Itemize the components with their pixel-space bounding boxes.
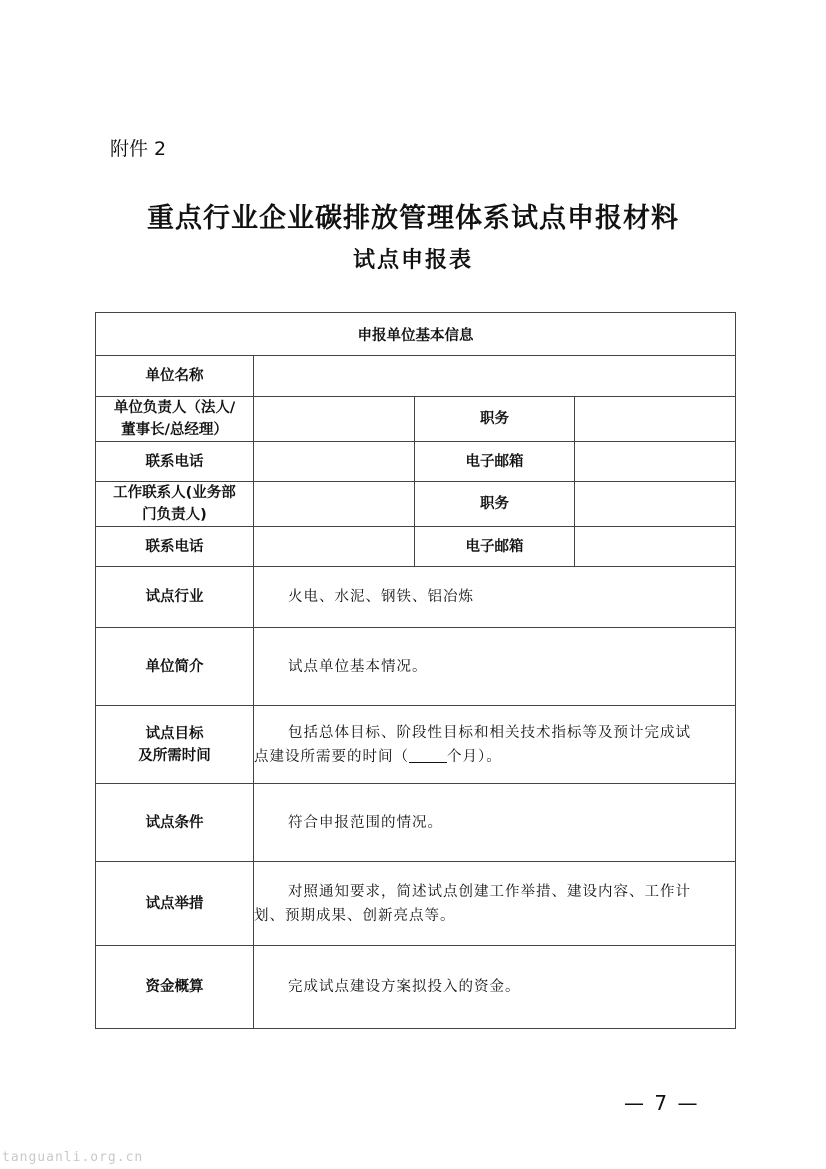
work-contact-label [96,482,254,527]
industry-label: 试点行业 [96,567,254,628]
unit-name-label: 单位名称 [96,356,254,397]
section-header: 申报单位基本信息 [96,313,736,356]
measures-text-line1: 对照通知要求，简述试点创建工作举措、建设内容、工作计 [288,883,691,900]
unit-head-email-label: 电子邮箱 [415,442,575,482]
work-contact-position-field[interactable] [575,482,736,527]
table-row [96,442,736,482]
goal-value[interactable] [254,706,736,784]
industry-value[interactable] [254,567,736,628]
table-row [96,862,736,946]
document-title: 重点行业企业碳排放管理体系试点申报材料 [147,203,679,234]
unit-head-position-label: 职务 [415,397,575,442]
work-contact-phone-field[interactable] [254,527,415,567]
work-contact-position-label: 职务 [415,482,575,527]
measures-label: 试点举措 [96,862,254,946]
table-row [96,313,736,356]
goal-text-line2b: 个月）。 [447,748,502,765]
table-row [96,482,736,527]
conditions-label: 试点条件 [96,784,254,862]
unit-head-phone-label: 联系电话 [96,442,254,482]
conditions-text: 符合申报范围的情况。 [288,814,443,831]
goal-label [96,706,254,784]
conditions-value[interactable] [254,784,736,862]
intro-value[interactable] [254,628,736,706]
unit-head-email-field[interactable] [575,442,736,482]
work-contact-phone-label: 联系电话 [96,527,254,567]
months-blank[interactable] [409,748,447,763]
work-contact-field[interactable] [254,482,415,527]
table-row [96,784,736,862]
application-form-table [95,312,736,1029]
unit-head-field[interactable] [254,397,415,442]
table-row [96,706,736,784]
goal-label-line2: 及所需时间 [138,747,211,764]
table-row [96,628,736,706]
unit-head-position-field[interactable] [575,397,736,442]
work-contact-email-field[interactable] [575,527,736,567]
work-contact-label-line1: 工作联系人(业务部 [113,485,236,501]
unit-name-field[interactable] [254,356,736,397]
goal-text-line2a: 点建设所需要的时间（ [254,748,409,765]
attachment-label: 附件 2 [110,138,167,160]
page-number: — 7 — [624,1091,700,1115]
intro-text: 试点单位基本情况。 [288,658,428,675]
industry-text: 火电、水泥、钢铁、铝冶炼 [288,589,474,605]
measures-value[interactable] [254,862,736,946]
table-row [96,356,736,397]
unit-head-label-line2: 董事长/总经理） [121,422,228,438]
unit-head-phone-field[interactable] [254,442,415,482]
table-row [96,397,736,442]
watermark: tanguanli.org.cn [2,1150,144,1165]
intro-label: 单位简介 [96,628,254,706]
table-row [96,527,736,567]
form-title: 试点申报表 [352,247,473,273]
goal-label-line1: 试点目标 [145,725,204,742]
budget-value[interactable] [254,946,736,1029]
budget-text: 完成试点建设方案拟投入的资金。 [288,979,521,995]
unit-head-label [96,397,254,442]
table-row [96,946,736,1029]
measures-text-line2: 划、预期成果、创新亮点等。 [254,907,456,924]
table-row [96,567,736,628]
work-contact-email-label: 电子邮箱 [415,527,575,567]
unit-head-label-line1: 单位负责人（法人/ [113,400,236,416]
work-contact-label-line2: 门负责人) [142,507,207,523]
goal-text-line1: 包括总体目标、阶段性目标和相关技术指标等及预计完成试 [288,724,691,741]
budget-label: 资金概算 [96,946,254,1029]
